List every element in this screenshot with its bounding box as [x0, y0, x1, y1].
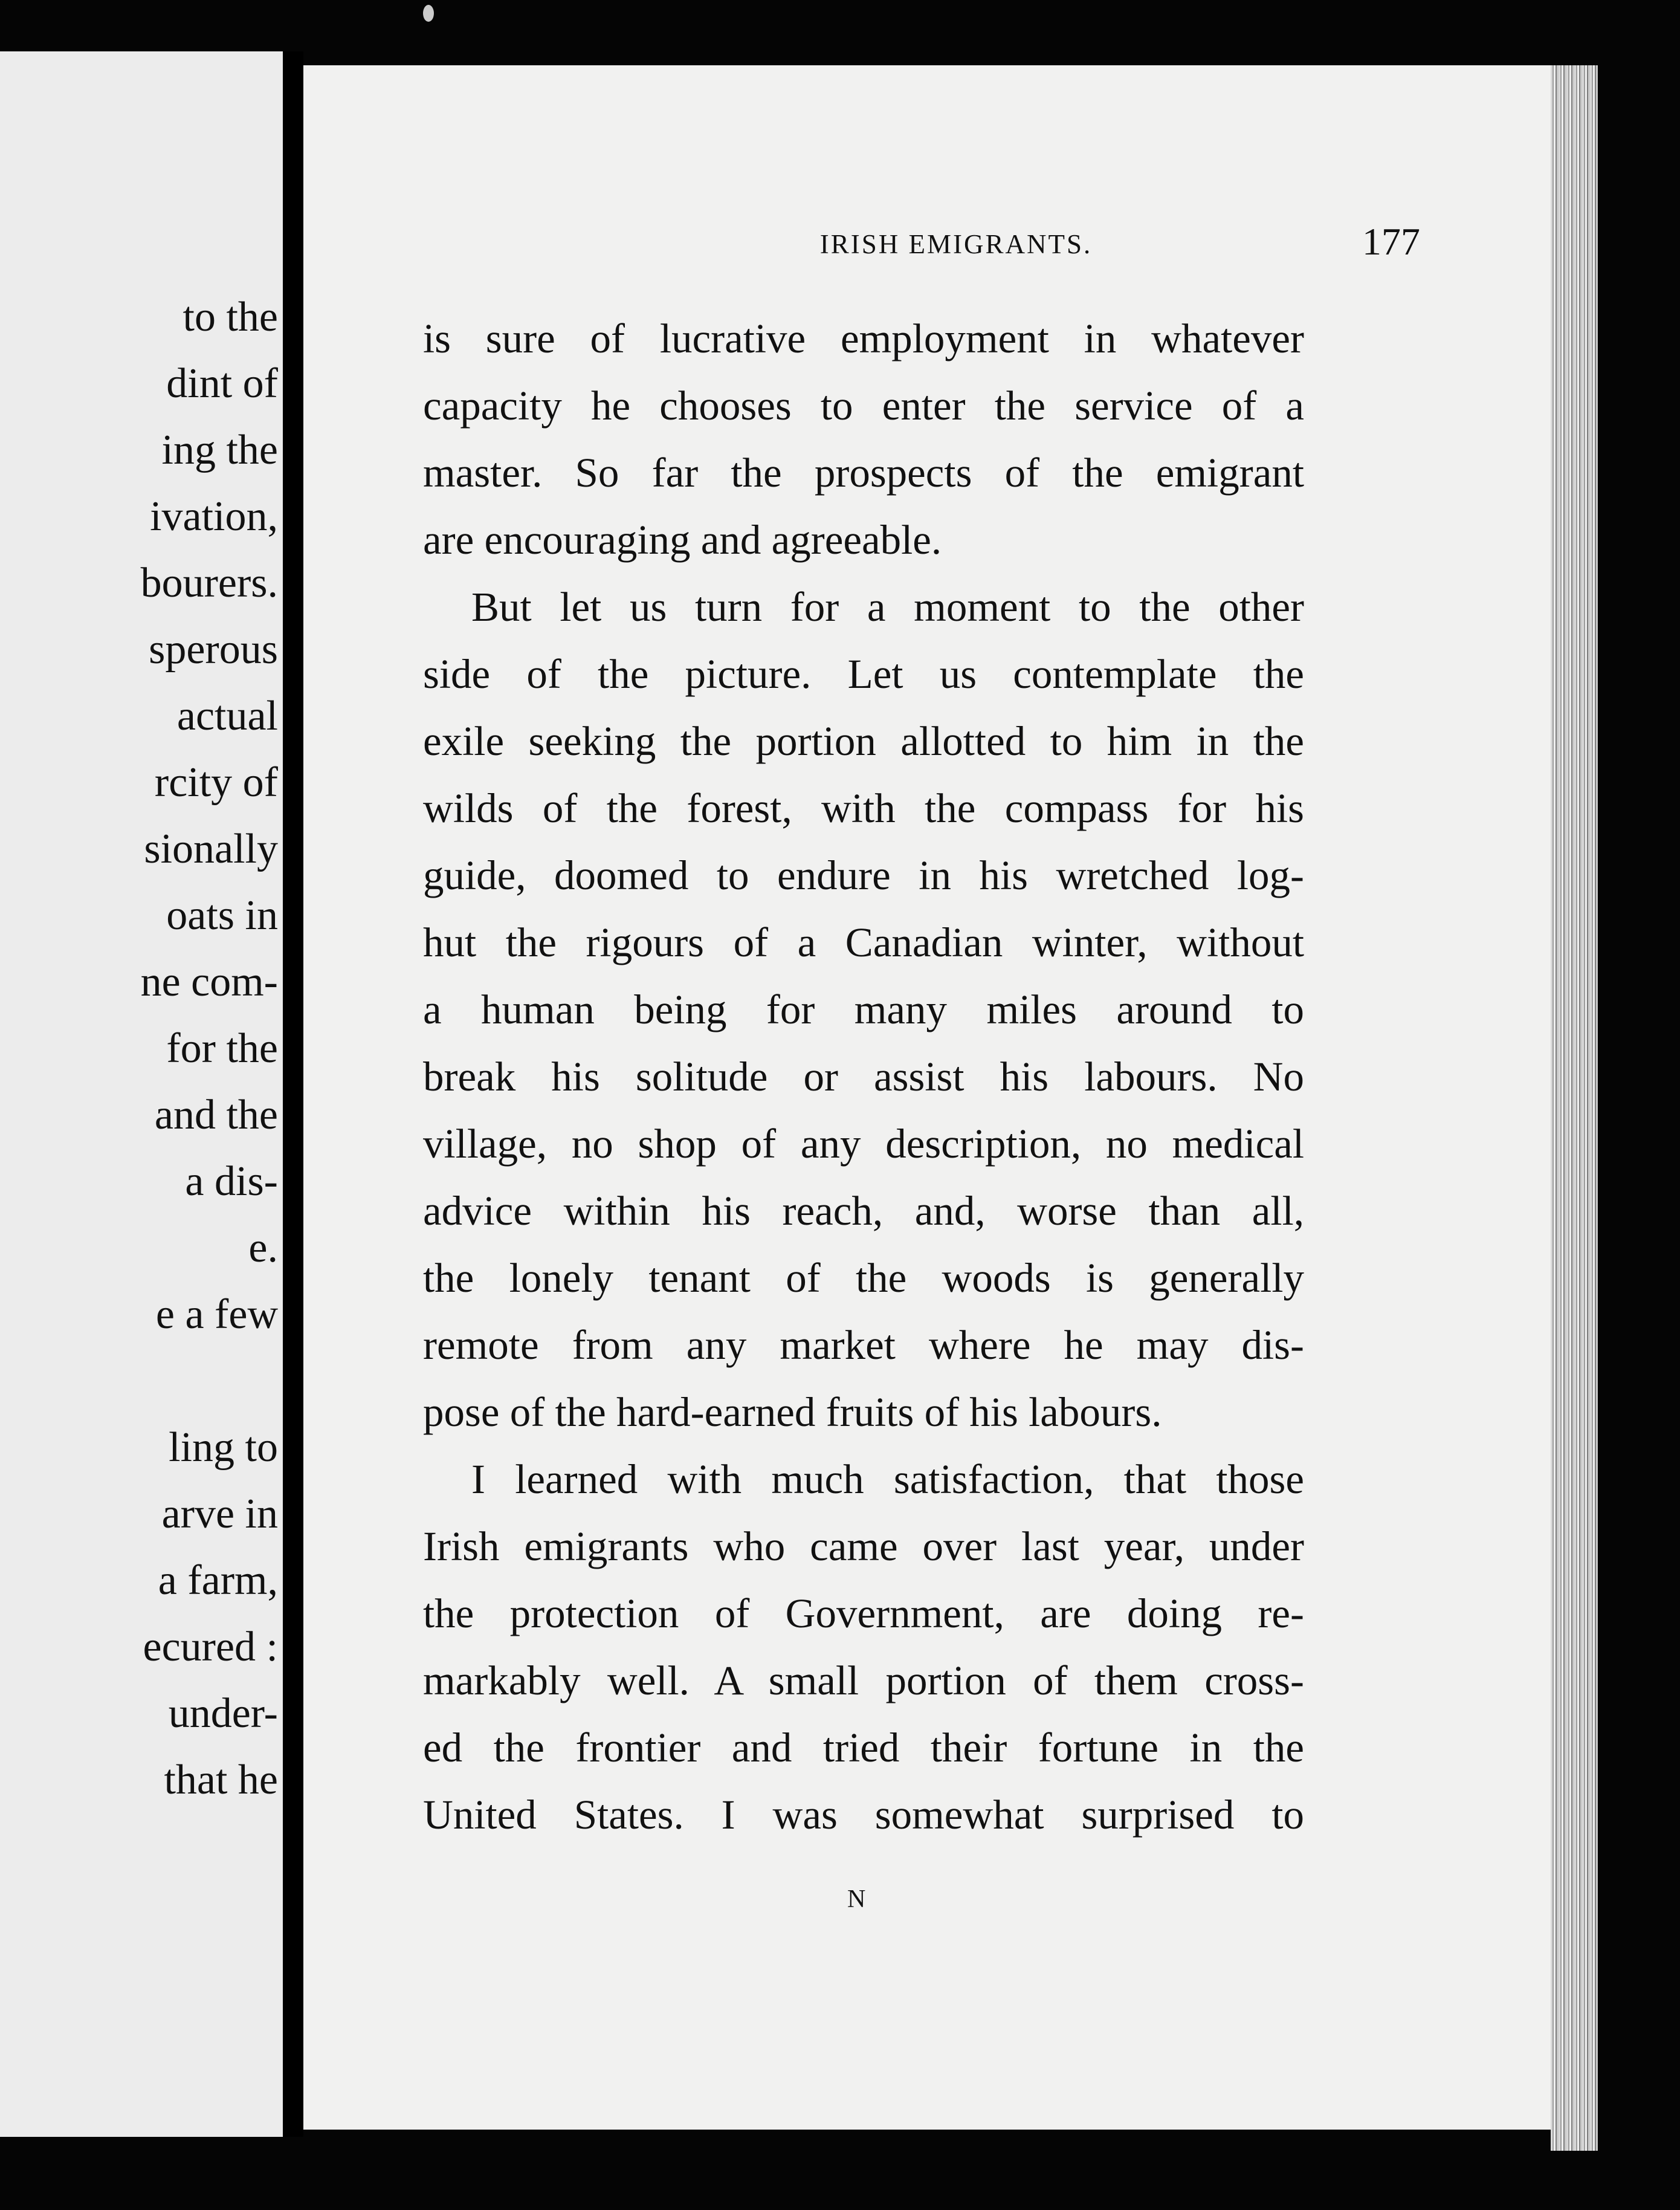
- left-page-line: a dis-: [185, 1158, 278, 1205]
- body-text-line: advice within his reach, and, worse than all,: [423, 1188, 1304, 1234]
- left-page-line: arve in: [161, 1491, 278, 1537]
- body-text-line: markably well. A small portion of them cross-: [423, 1658, 1304, 1703]
- page-number: 177: [1362, 220, 1420, 263]
- body-text-line: hut the rigours of a Canadian winter, without: [423, 919, 1304, 965]
- right-page: [303, 65, 1551, 2130]
- book-gutter: [283, 51, 303, 2137]
- left-page-line: sionally: [144, 826, 278, 872]
- left-page-line: ing the: [161, 427, 278, 473]
- left-page-line: to the: [183, 294, 278, 340]
- body-text-line: But let us turn for a moment to the other: [471, 584, 1304, 630]
- page-edges: [1551, 65, 1598, 2151]
- left-page-line: actual: [176, 693, 278, 739]
- body-text-line: pose of the hard-earned fruits of his labours.: [423, 1389, 1162, 1435]
- body-text-line: village, no shop of any description, no medical: [423, 1121, 1304, 1167]
- body-text-line: ed the frontier and tried their fortune in the: [423, 1725, 1304, 1771]
- body-text-line: the lonely tenant of the woods is generally: [423, 1255, 1304, 1301]
- left-page-line: under-: [168, 1690, 278, 1737]
- body-text-line: master. So far the prospects of the emigrant: [423, 450, 1304, 496]
- left-page-line: bourers.: [140, 560, 278, 606]
- body-text-line: is sure of lucrative employment in whatever: [423, 316, 1304, 361]
- left-page-line: ne com-: [140, 959, 278, 1005]
- body-text-line: Irish emigrants who came over last year, under: [423, 1523, 1304, 1569]
- left-page-line: ivation,: [150, 493, 278, 540]
- body-text-line: are encouraging and agreeable.: [423, 517, 942, 563]
- left-page-line: a farm,: [158, 1557, 278, 1604]
- left-page-line: e.: [248, 1225, 278, 1271]
- left-page-line: oats in: [166, 892, 278, 939]
- left-page-line: that he: [164, 1757, 278, 1803]
- left-page-line: dint of: [166, 360, 278, 407]
- left-page-line: for the: [166, 1025, 278, 1072]
- left-page: [0, 51, 283, 2137]
- left-page-line: e a few: [155, 1291, 278, 1338]
- body-text-line: a human being for many miles around to: [423, 987, 1304, 1032]
- scan-speck: [423, 5, 434, 22]
- left-page-line: ling to: [169, 1424, 278, 1471]
- left-page-line: ecured :: [143, 1624, 278, 1670]
- left-page-line: rcity of: [154, 759, 278, 806]
- body-text-line: exile seeking the portion allotted to him in the: [423, 718, 1304, 764]
- body-text-line: side of the picture. Let us contemplate the: [423, 651, 1304, 697]
- body-text-line: the protection of Government, are doing re-: [423, 1590, 1304, 1636]
- left-page-line: and the: [154, 1092, 278, 1138]
- body-text-line: guide, doomed to endure in his wretched log-: [423, 852, 1304, 898]
- body-text-line: United States. I was somewhat surprised to: [423, 1792, 1304, 1838]
- body-text-line: capacity he chooses to enter the service of a: [423, 383, 1304, 429]
- body-text-line: I learned with much satisfaction, that those: [471, 1456, 1304, 1502]
- body-text-line: wilds of the forest, with the compass for his: [423, 785, 1304, 831]
- body-text-line: remote from any market where he may dis-: [423, 1322, 1304, 1368]
- signature-mark: N: [847, 1885, 866, 1913]
- left-page-line: sperous: [149, 626, 278, 673]
- body-text-line: break his solitude or assist his labours. No: [423, 1054, 1304, 1100]
- running-head: IRISH EMIGRANTS.: [819, 229, 1093, 259]
